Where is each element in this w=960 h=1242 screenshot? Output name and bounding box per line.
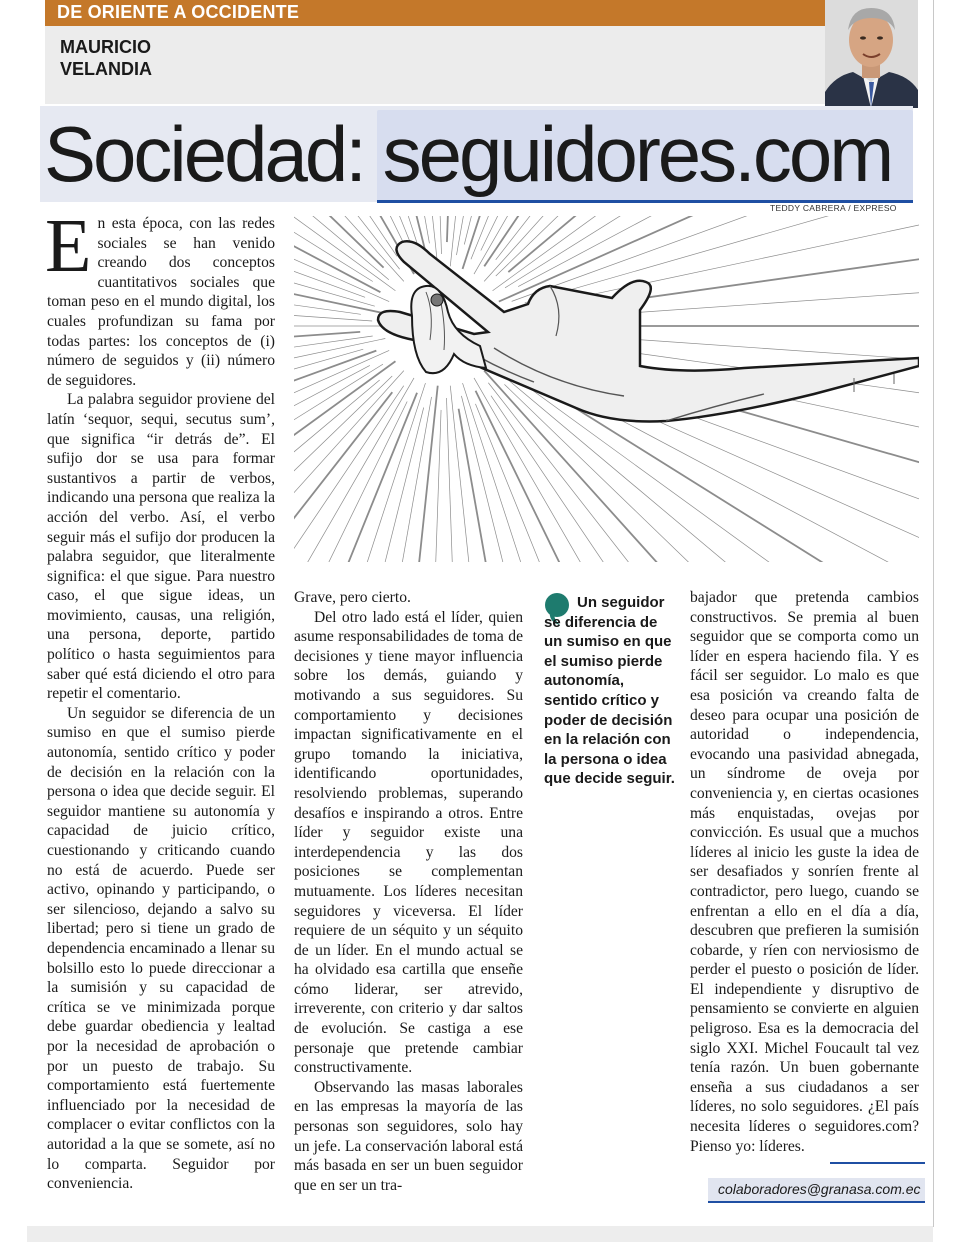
author-first-name: MAURICIO [60, 37, 151, 57]
contact-email[interactable]: colaboradores@granasa.com.ec [718, 1181, 921, 1197]
article-column-1 [45, 204, 275, 1194]
article-column-4 [690, 588, 919, 1156]
lead-text: n esta época, con las redes sociales se han venido creando dos conceptos cuantitativos sociales que toman peso en el mundo digital, los cuales profundizan su fama por todas partes: los conceptos de (i) número de seguidos y (ii) número de seguidores. [47, 215, 275, 389]
article-paragraph: Un seguidor se diferencia de un sumiso en que el sumiso pierde autonomía, sentido crítico y poder de decisión en la relación con la persona o idea que decide seguir. El seguidor mantiene su autonomía y capacidad de juicio crítico, cuestionando y criticando cuando no está de acuerdo. Puede ser activo, opinando y participando, o ser silencioso, dejando a salvo su libertad; pero si tiene un grado de dependencia encaminado a llenar su bolsillo esto lo puede direccionar a la sumisión y su capacidad de crítica se ve minimizada porque debe guardar obediencia y lealtad por la necesidad de aprobación o por un puesto de trabajo. Su comportamiento está fuertemente influenciado por la necesidad de complacer o evitar conflictos con la autoridad a la que se somete, así no lo comparta. Seguidor por conveniencia. [47, 704, 275, 1193]
author-name [60, 36, 152, 80]
article-paragraph: Del otro lado está el líder, quien asume responsabilidades de toma de decisiones y tiene mayor influencia sobre los demás, guiando y motivando a sus seguidores. Su comportamiento y decisiones impactan significativamente en el grupo tomando la iniciativa, identificando oportunidades, resolviendo problemas, superando desafíos e inspirando a otros. Entre líder y seguidor existe una interdependencia y las dos posiciones se complementan mutuamente. Los líderes necesitan seguidores y viceversa. El líder requiere de un séquito y un séquito de un líder. En el mundo actual se ha olvidado esa cartilla que enseñe cómo liderar, ser atrevido, irreverente, con criterio y dar saltos de evolución. Se castiga a ese personaje que pretende cambiar constructivamente. [294, 608, 523, 1077]
page-footer-strip [27, 1226, 933, 1242]
article-paragraph: bajador que pretenda cambios constructivos. Se premia al buen seguidor que se comporta como un líder en espera haciendo fila. Y es fácil ser seguidor. Lo malo es que esa posición va creando falta de deseo para ocupar una posición de autoridad o independencia, evocando una pasividad abnegada, un síndrome de oveja por conveniencia y, en ciertas ocasiones más enquistadas, ovejas por convicción. Es usual que a muchos líderes al inicio les guste la idea de ser desafiados y sonríen frente al contradictor, pero luego, cuando se enfrentan a ello en el día a día, descubren que prefieren la sumisión cobarde, y ríen con nerviosismo de perder el puesto o posición de líder. El independiente y disruptivo de pensamiento se convierte en alguien peligroso. Esa es la democracia del siglo XXI. Michel Foucault tal vez tenía razón. Un buen gobernante enseña a sus ciudadanos a ser líderes, no solo seguidores. ¿El país necesita líderes o seguidores.com? Pienso yo: líderes. [690, 589, 919, 1155]
article-paragraph-lead [45, 204, 275, 390]
author-last-name: VELANDIA [60, 59, 153, 79]
article-paragraph: La palabra seguidor proviene del latín ‘sequor, sequi, secutus sum’, que significa “ir detrás de”. El sufijo dor se usa para formar sustantivos a partir de verbos, indicando una persona que realiza la acción del verbo. Así, el verbo seguir más el sufijo dor producen la palabra seguidor, que literalmente significa: el que sigue. Para nuestro caso, el que sigue ideas, un movimiento, causas, una religión, una persona, deporte, partido político o hasta seguimientos para saber qué está diciendo el otro para repetir el comentario. [47, 391, 275, 703]
article-paragraph: Grave, pero cierto. [294, 589, 411, 606]
author-photo [825, 0, 918, 108]
highlight-underline [830, 1162, 925, 1164]
author-block [45, 26, 918, 104]
hand-illustration [294, 216, 919, 562]
drop-cap: E [45, 204, 92, 288]
photo-credit: TEDDY CABRERA / EXPRESO [770, 203, 897, 213]
article-column-2 [294, 588, 523, 1195]
section-label: DE ORIENTE A OCCIDENTE [57, 2, 300, 22]
headline: Sociedad: seguidores.com [44, 110, 892, 198]
article-paragraph: Observando las masas laborales en las empresas la mayoría de las personas son seguidores, solo hay un jefe. La conservación laboral está más basada en ser un buen seguidor que en ser un tra- [294, 1078, 523, 1194]
pull-quote: Un seguidor se diferencia de un sumiso en que el sumiso pierde autonomía, sentido crítico y poder de decisión en la relación con la persona o idea que decide seguir. [544, 594, 675, 788]
